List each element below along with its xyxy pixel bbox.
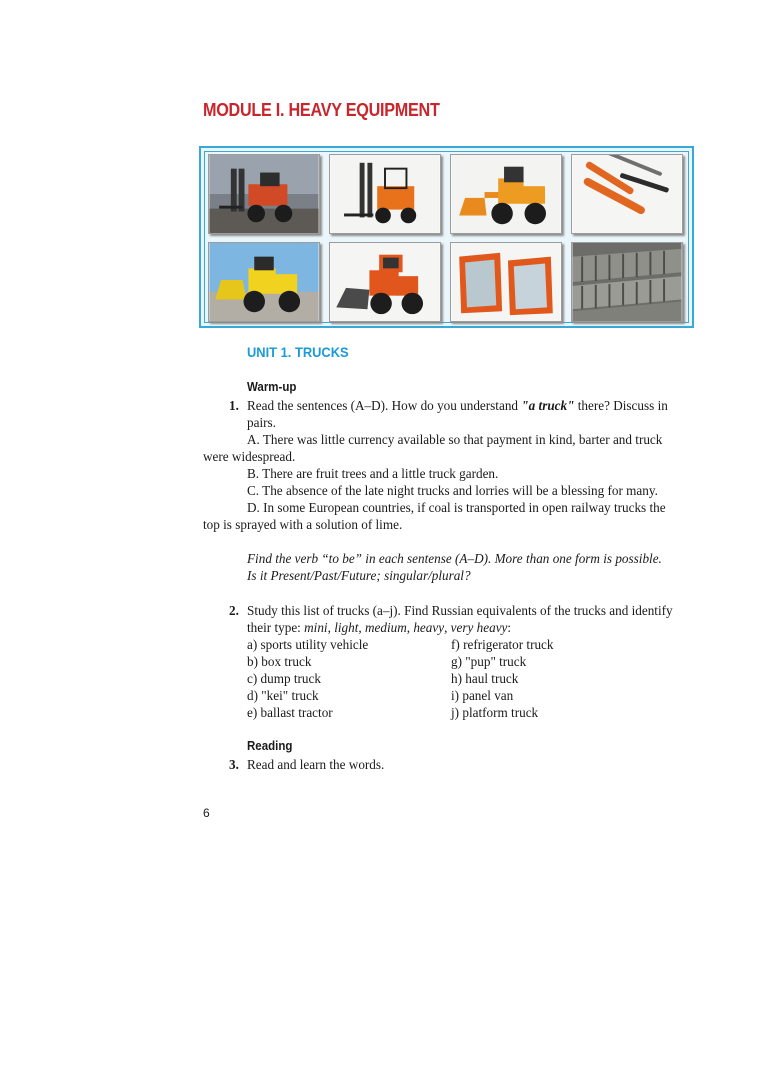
type-heavy: heavy <box>413 620 445 635</box>
task-to-be: Find the verb “to be” in each sentense (A–D). More than one form is possible. <box>247 551 662 566</box>
exercise-2-number: 2. <box>229 603 239 618</box>
sentence-a: A. There was little currency available so that payment in kind, barter and truck <box>247 432 663 447</box>
sentence-a-cont: were widespread. <box>203 449 296 464</box>
exercise-3-number: 3. <box>229 757 239 772</box>
truck-emphasis: "a truck" <box>521 398 575 413</box>
photo-hydraulic-cylinders <box>571 154 683 234</box>
photo-forklift-orange <box>329 154 441 234</box>
task-to-be-cont: Is it Present/Past/Future; singular/plural? <box>247 568 471 583</box>
exercise-1-number: 1. <box>229 398 239 413</box>
sentence-d-cont: top is sprayed with a solution of lime. <box>203 517 403 532</box>
exercise-2-instruction: Study this list of trucks (a–j). Find Russian equivalents of the trucks and identify <box>247 603 673 618</box>
type-very-heavy: very heavy <box>450 620 508 635</box>
photo-wheel-loader-front <box>329 242 441 322</box>
sentence-b: B. There are fruit trees and a little truck garden. <box>247 466 499 481</box>
photo-collage <box>199 146 694 328</box>
photo-operator-cabins <box>450 242 562 322</box>
type-medium: medium <box>364 620 407 635</box>
truck-item-c: c) dump truck <box>247 671 321 686</box>
truck-item-j: j) platform truck <box>451 705 539 720</box>
unit-title: UNIT 1. TRUCKS <box>247 344 349 360</box>
photo-forklift-red <box>208 154 320 234</box>
exercise-1-instruction-cont: pairs. <box>247 415 276 430</box>
type-light: light <box>334 620 359 635</box>
truck-item-h: h) haul truck <box>451 671 519 686</box>
sentence-d: D. In some European countries, if coal is transported in open railway trucks the <box>247 500 666 515</box>
truck-item-g: g) "pup" truck <box>451 654 527 669</box>
type-mini: mini <box>304 620 328 635</box>
photo-wheel-loader-yellow <box>208 242 320 322</box>
sentence-c: C. The absence of the late night trucks and lorries will be a blessing for many. <box>247 483 658 498</box>
photo-crawler-tracks <box>571 242 683 322</box>
truck-item-d: d) "kei" truck <box>247 688 319 703</box>
truck-item-b: b) box truck <box>247 654 312 669</box>
truck-item-i: i) panel van <box>451 688 514 703</box>
exercise-1-instruction: Read the sentences (A–D). How do you understand "a truck" there? Discuss in <box>247 398 668 413</box>
module-title: MODULE I. HEAVY EQUIPMENT <box>203 100 440 120</box>
warmup-heading: Warm-up <box>247 380 297 394</box>
reading-heading: Reading <box>247 739 293 753</box>
truck-item-f: f) refrigerator truck <box>451 637 554 652</box>
truck-item-a: a) sports utility vehicle <box>247 637 369 652</box>
exercise-2-types: their type: mini, light, medium, heavy, very heavy: <box>247 620 512 635</box>
photo-wheel-loader-orange <box>450 154 562 234</box>
page-number: 6 <box>203 806 210 820</box>
exercise-3-instruction: Read and learn the words. <box>247 757 385 772</box>
truck-item-e: e) ballast tractor <box>247 705 333 720</box>
